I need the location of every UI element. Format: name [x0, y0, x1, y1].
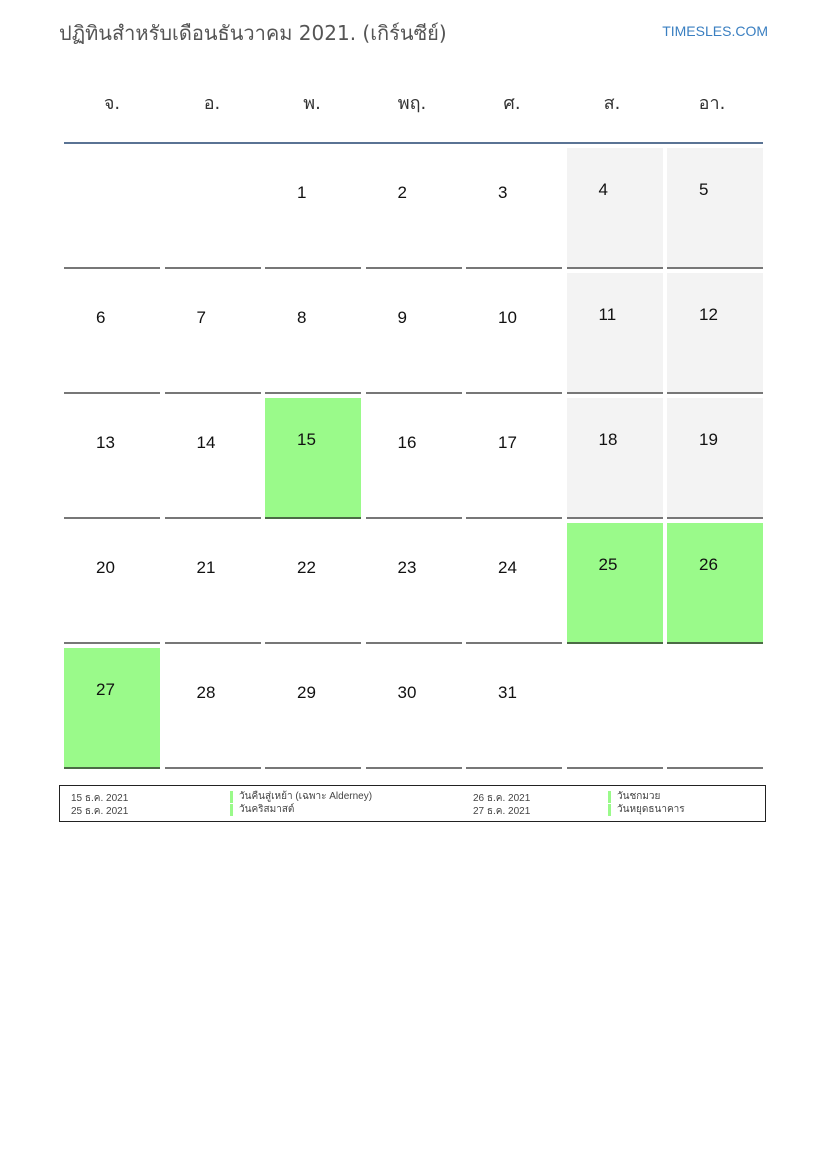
day-cell-5[interactable] — [667, 148, 763, 269]
day-number: 15 — [297, 430, 316, 449]
legend-holiday-name: วันหยุดธนาคาร — [608, 804, 685, 816]
weekday-header-row — [64, 88, 764, 144]
weekday-mon: จ. — [103, 93, 121, 114]
day-cell-11[interactable] — [567, 273, 663, 394]
legend-date: 15 ธ.ค. 2021 — [71, 793, 129, 804]
day-number: 19 — [699, 430, 718, 449]
day-number: 7 — [196, 308, 206, 327]
day-cell-12[interactable] — [667, 273, 763, 394]
day-cell-13[interactable] — [64, 401, 160, 519]
day-cell-26[interactable] — [667, 523, 763, 644]
day-cell-19[interactable] — [667, 398, 763, 519]
day-cell-14[interactable] — [165, 401, 261, 519]
weekday-sun: อา. — [698, 93, 726, 114]
day-number: 26 — [699, 555, 718, 574]
day-cell-1[interactable] — [265, 151, 361, 269]
day-number: 21 — [196, 558, 216, 577]
day-number: 4 — [598, 180, 608, 199]
day-cell-27[interactable] — [64, 648, 160, 769]
day-number: 11 — [598, 305, 617, 324]
day-cell-23[interactable] — [366, 526, 462, 644]
day-cell-25[interactable] — [567, 523, 663, 644]
legend-date: 26 ธ.ค. 2021 — [473, 793, 531, 804]
day-number: 10 — [498, 308, 517, 327]
day-number: 17 — [498, 433, 517, 452]
day-cell-empty — [667, 651, 763, 769]
day-cell-7[interactable] — [165, 276, 261, 394]
day-cell-empty — [165, 151, 261, 269]
day-number: 24 — [498, 558, 517, 577]
weekday-tue: อ. — [203, 93, 221, 114]
day-cell-29[interactable] — [265, 651, 361, 769]
day-number: 16 — [397, 433, 417, 452]
day-cell-15[interactable] — [265, 398, 361, 519]
day-number: 25 — [598, 555, 618, 574]
day-cell-22[interactable] — [265, 526, 361, 644]
day-cell-24[interactable] — [466, 526, 562, 644]
day-cell-18[interactable] — [567, 398, 663, 519]
page-title: ปฏิทินสำหรับเดือนธันวาคม 2021. (เกิร์นซีย์) — [59, 21, 447, 45]
day-number: 23 — [397, 558, 417, 577]
day-number: 22 — [297, 558, 316, 577]
day-number: 29 — [297, 683, 316, 702]
site-link[interactable]: TIMESLES.COM — [662, 23, 768, 39]
weekday-fri: ศ. — [503, 93, 521, 114]
day-number: 14 — [196, 433, 216, 452]
header-divider — [64, 142, 763, 144]
day-number: 20 — [96, 558, 115, 577]
weekday-wed: พ. — [303, 93, 321, 114]
day-cell-20[interactable] — [64, 526, 160, 644]
legend-holiday-name: วันชกมวย — [608, 791, 660, 803]
day-number: 27 — [96, 680, 115, 699]
day-cell-2[interactable] — [366, 151, 462, 269]
day-cell-16[interactable] — [366, 401, 462, 519]
day-number: 6 — [96, 308, 106, 327]
day-cell-6[interactable] — [64, 276, 160, 394]
day-cell-31[interactable] — [466, 651, 562, 769]
day-cell-21[interactable] — [165, 526, 261, 644]
day-number: 5 — [699, 180, 709, 199]
day-cell-9[interactable] — [366, 276, 462, 394]
day-number: 12 — [699, 305, 718, 324]
day-cell-17[interactable] — [466, 401, 562, 519]
day-cell-30[interactable] — [366, 651, 462, 769]
day-number: 2 — [397, 183, 407, 202]
day-cell-8[interactable] — [265, 276, 361, 394]
day-cell-4[interactable] — [567, 148, 663, 269]
day-cell-empty — [64, 151, 160, 269]
weekday-thu: พฤ. — [397, 93, 427, 114]
weekday-sat: ส. — [603, 93, 621, 114]
day-number: 31 — [498, 683, 517, 702]
legend-holiday-name: วันคืนสู่เหย้า (เฉพาะ Alderney) — [230, 791, 372, 803]
day-number: 28 — [196, 683, 216, 702]
day-cell-10[interactable] — [466, 276, 562, 394]
legend-date: 27 ธ.ค. 2021 — [473, 806, 531, 817]
legend-holiday-name: วันคริสมาสต์ — [230, 804, 294, 816]
day-number: 13 — [96, 433, 115, 452]
day-number: 18 — [598, 430, 618, 449]
day-cell-3[interactable] — [466, 151, 562, 269]
day-cell-empty — [567, 651, 663, 769]
holiday-legend — [59, 785, 766, 822]
day-number: 1 — [297, 183, 307, 202]
day-cell-28[interactable] — [165, 651, 261, 769]
day-number: 9 — [397, 308, 407, 327]
day-number: 30 — [397, 683, 417, 702]
day-number: 3 — [498, 183, 508, 202]
day-number: 8 — [297, 308, 307, 327]
legend-date: 25 ธ.ค. 2021 — [71, 806, 129, 817]
